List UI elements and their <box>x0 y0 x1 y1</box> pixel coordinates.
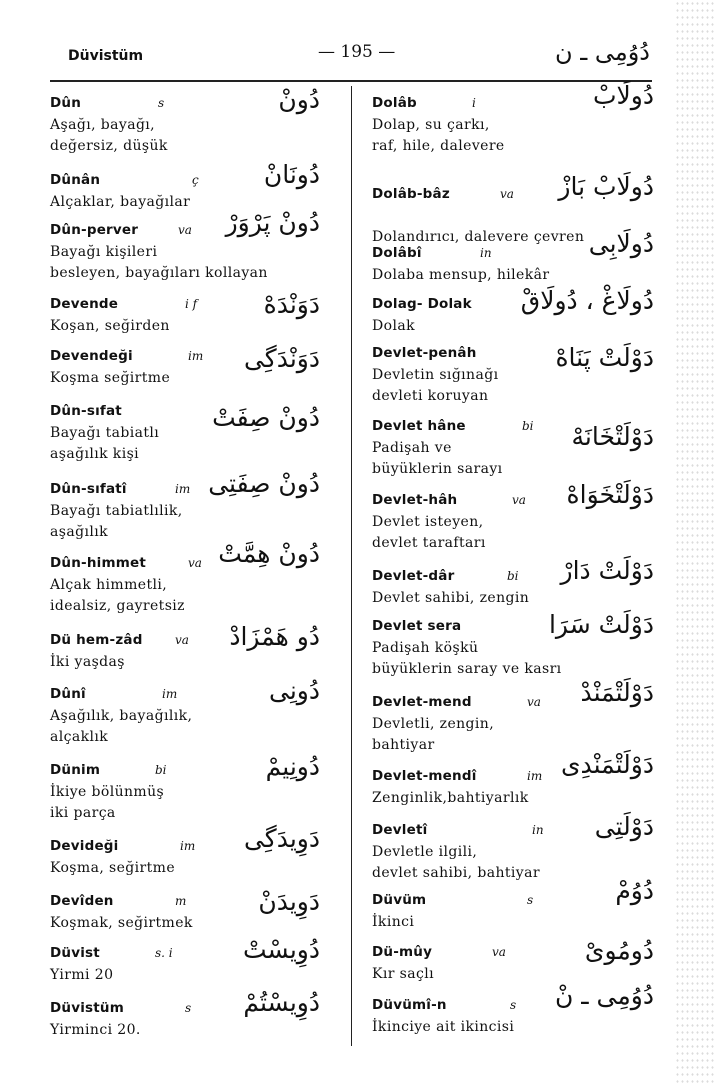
entry-grammar-tag: bi <box>507 569 519 583</box>
entry-headword: Devlet hâne <box>372 418 466 434</box>
definition-line: Koşan, seğirden <box>50 318 170 334</box>
entry-definition <box>50 1020 310 1041</box>
entry-definition <box>372 588 632 609</box>
entry-headword: Dolâb <box>372 95 417 111</box>
entry-arabic-script: دُو هَمْزَادْ <box>229 622 320 651</box>
definition-line: Bayağı tabiatlılik, <box>50 503 183 519</box>
entry-grammar-tag: va <box>492 945 506 959</box>
entry-grammar-tag: va <box>500 187 514 201</box>
definition-line: Koşma, seğirtme <box>50 860 176 876</box>
entry-arabic-script: دَوَنْدَگِى <box>243 344 320 373</box>
arabic-guide-word: دُوُمِى ـ ن <box>554 38 650 66</box>
definition-line: Alçaklar, bayağılar <box>50 194 191 210</box>
entry-arabic-script: دُونِيمْ <box>265 752 320 781</box>
entry-arabic-script: دَوْلَتْ پَنَاهْ <box>555 343 654 372</box>
entry-grammar-tag: va <box>527 695 541 709</box>
entry-grammar-tag: im <box>188 349 204 363</box>
entry-headword: Devideği <box>50 838 119 854</box>
definition-line: besleyen, bayağıları kollayan <box>50 265 268 281</box>
header-rule <box>50 80 652 82</box>
definition-line: Devlet isteyen, <box>372 514 484 530</box>
definition-line: Devlet sahibi, zengin <box>372 590 530 606</box>
entry-headword: Dü-mûy <box>372 944 433 960</box>
entry-grammar-tag: im <box>175 482 191 496</box>
page-edge-speckle <box>675 0 715 1083</box>
entry-definition <box>50 115 310 157</box>
definition-line: İki yaşdaş <box>50 654 125 670</box>
page-number: — 195 — <box>318 42 396 62</box>
entry-arabic-script: دَوْلَتْمَنْدْ <box>580 678 654 707</box>
entry-definition <box>372 1017 632 1038</box>
entry-headword: Devlet sera <box>372 618 462 634</box>
definition-line: iki parça <box>50 805 116 821</box>
entry-arabic-script: دُونْ پَرْوَرْ <box>225 208 320 237</box>
entry-arabic-script: دُونْ صِفَتْ <box>212 403 320 432</box>
definition-line: değersiz, düşük <box>50 138 168 154</box>
entry-headword: Devlet-penâh <box>372 345 477 361</box>
entry-definition <box>50 965 310 986</box>
entry-headword: Dûnî <box>50 686 86 702</box>
entry-headword: Düvümî-n <box>372 997 447 1013</box>
definition-line <box>372 206 632 227</box>
definition-line: Kır saçlı <box>372 966 435 982</box>
entry-headword: Dünim <box>50 762 101 778</box>
entry-headword: Devlet-mendî <box>372 768 477 784</box>
definition-line: Devletle ilgili, <box>372 844 478 860</box>
entry-definition <box>50 423 310 465</box>
entry-grammar-tag: in <box>480 246 492 260</box>
entry-arabic-script: دَوِيدَگِى <box>243 824 320 853</box>
definition-line: Koşma seğirtme <box>50 370 171 386</box>
entry-arabic-script: دُونْ <box>278 85 320 114</box>
entry-headword: Devlet-hâh <box>372 492 458 508</box>
entry-grammar-tag: i f <box>185 297 198 311</box>
definition-line: raf, hile, dalevere <box>372 138 505 154</box>
entry-headword: Dûn <box>50 95 82 111</box>
entry-grammar-tag: im <box>162 687 178 701</box>
entry-definition <box>372 788 632 809</box>
entry-definition <box>372 265 632 286</box>
entry-headword: Dolag- Dolak <box>372 296 472 312</box>
definition-line: Aşağı, bayağı, <box>50 117 156 133</box>
entry-grammar-tag: m <box>175 894 187 908</box>
entry-definition <box>372 438 632 480</box>
definition-line: alçaklık <box>50 729 109 745</box>
definition-line: devlet sahibi, bahtiyar <box>372 865 540 881</box>
entry-grammar-tag: va <box>512 493 526 507</box>
entry-grammar-tag: s <box>510 998 517 1012</box>
entry-definition <box>50 858 310 879</box>
entry-definition <box>50 706 310 748</box>
entry-headword: Düvistüm <box>50 1000 125 1016</box>
entry-arabic-script: دُوِيسْتُمْ <box>243 988 320 1017</box>
definition-line: Devletli, zengin, <box>372 716 495 732</box>
entry-headword: Dûn-sıfatî <box>50 481 127 497</box>
entry-headword: Dü hem-zâd <box>50 632 143 648</box>
definition-line: devlet taraftarı <box>372 535 486 551</box>
guide-word: Düvistüm <box>68 48 144 64</box>
entry-definition <box>372 115 632 157</box>
definition-line: bahtiyar <box>372 737 435 753</box>
entry-arabic-script: دُولَابِى <box>588 229 654 258</box>
entry-definition <box>50 316 310 337</box>
entry-arabic-script: دَوْلَتْخَوَاهْ <box>566 480 654 509</box>
entry-definition <box>50 368 310 389</box>
definition-line: Dolandırıcı, dalevere çevren <box>372 229 585 245</box>
entry-grammar-tag: ç <box>192 173 199 187</box>
entry-arabic-script: دُولَابْ <box>593 81 654 110</box>
entry-headword: Dûn-sıfat <box>50 403 122 419</box>
definition-line: İkinciye ait ikincisi <box>372 1019 515 1035</box>
definition-line: Aşağılık, bayağılık, <box>50 708 193 724</box>
entry-definition <box>50 501 310 543</box>
definition-line: Dolak <box>372 318 415 334</box>
entry-arabic-script: دُوِيسْتْ <box>242 935 320 964</box>
definition-line: İkiye bölünmüş <box>50 784 165 800</box>
definition-line: Koşmak, seğirtmek <box>50 915 193 931</box>
entry-arabic-script: دَوْلَتْ دَارْ <box>560 556 654 585</box>
entry-definition <box>50 575 310 617</box>
entry-grammar-tag: s <box>158 96 165 110</box>
definition-line: Yirmi 20 <box>50 967 114 983</box>
entry-grammar-tag: im <box>527 769 543 783</box>
entry-headword: Dûnân <box>50 172 101 188</box>
entry-definition <box>50 242 310 284</box>
entry-grammar-tag: im <box>180 839 196 853</box>
entry-arabic-script: دَوْلَتْمَنْدِى <box>560 750 654 779</box>
entry-arabic-script: دُولَاغْ ، دُولَاقْ <box>520 286 654 315</box>
definition-line: aşağılık kişi <box>50 446 140 462</box>
definition-line: Dolaba mensup, hilekâr <box>372 267 550 283</box>
column-divider <box>351 86 352 1046</box>
definition-line: Devletin sığınağı <box>372 367 499 383</box>
entry-grammar-tag: in <box>532 823 544 837</box>
entry-grammar-tag: va <box>175 633 189 647</box>
entry-grammar-tag: s. i <box>155 946 173 960</box>
entry-headword: Devende <box>50 296 119 312</box>
entry-definition <box>372 365 632 407</box>
entry-arabic-script: دُومُوىْ <box>584 936 654 965</box>
entry-headword: Düvüm <box>372 892 427 908</box>
entry-grammar-tag: s <box>185 1001 192 1015</box>
entry-arabic-script: دُوُمْ <box>615 876 654 905</box>
entry-headword: Devlet-dâr <box>372 568 455 584</box>
definition-line: aşağılık <box>50 524 108 540</box>
definition-line: Dolap, su çarkı, <box>372 117 490 133</box>
entry-arabic-script: دَوْلَتْخَانَهْ <box>571 422 654 451</box>
entry-definition <box>50 782 310 824</box>
definition-line: idealsiz, gayretsiz <box>50 598 185 614</box>
entry-headword: Devendeği <box>50 348 133 364</box>
definition-line: Alçak himmetli, <box>50 577 168 593</box>
entry-definition <box>372 638 632 680</box>
entry-headword: Devlet-mend <box>372 694 472 710</box>
definition-line: büyüklerin sarayı <box>372 461 503 477</box>
entry-definition <box>372 512 632 554</box>
entry-arabic-script: دَوَنْدَهْ <box>263 290 320 319</box>
entry-grammar-tag: va <box>188 556 202 570</box>
definition-line: devleti koruyan <box>372 388 489 404</box>
definition-line: Zenginlik,bahtiyarlık <box>372 790 529 806</box>
entry-arabic-script: دَوِيدَنْ <box>258 887 320 916</box>
entry-arabic-script: دُونْ صِفَتِى <box>208 469 320 498</box>
entry-arabic-script: دَوْلَتْ سَرَا <box>548 610 654 639</box>
entry-definition <box>372 842 632 884</box>
definition-line: Bayağı tabiatlı <box>50 425 160 441</box>
definition-line: Padişah köşkü <box>372 640 479 656</box>
definition-line: İkinci <box>372 914 415 930</box>
entry-arabic-script: دُونِى <box>268 676 320 705</box>
entry-grammar-tag: i <box>472 96 476 110</box>
entry-definition <box>50 652 310 673</box>
entry-headword: Dolâb-bâz <box>372 186 450 202</box>
entry-headword: Devîden <box>50 893 114 909</box>
definition-line: büyüklerin saray ve kasrı <box>372 661 562 677</box>
entry-headword: Dûn-perver <box>50 222 139 238</box>
definition-line: Yirminci 20. <box>50 1022 141 1038</box>
entry-headword: Devletî <box>372 822 428 838</box>
entry-grammar-tag: bi <box>155 763 167 777</box>
entry-arabic-script: دُونْ هِمَّتْ <box>218 539 320 568</box>
entry-arabic-script: دُوُمِى ـ نْ <box>554 981 654 1010</box>
entry-grammar-tag: va <box>178 223 192 237</box>
entry-arabic-script: دَوْلَتِى <box>594 812 654 841</box>
entry-definition <box>372 316 632 337</box>
entry-arabic-script: دُونَانْ <box>263 160 320 189</box>
entry-headword: Dûn-himmet <box>50 555 147 571</box>
definition-line: Padişah ve <box>372 440 452 456</box>
entry-headword: Düvist <box>50 945 100 961</box>
entry-headword: Dolâbî <box>372 245 422 261</box>
page-header <box>50 40 650 80</box>
entry-arabic-script: دُولَابْ بَازْ <box>558 172 654 201</box>
entry-grammar-tag: bi <box>522 419 534 433</box>
entry-definition <box>372 912 632 933</box>
entry-grammar-tag: s <box>527 893 534 907</box>
definition-line: Bayağı kişileri <box>50 244 158 260</box>
entry-definition <box>50 913 310 934</box>
